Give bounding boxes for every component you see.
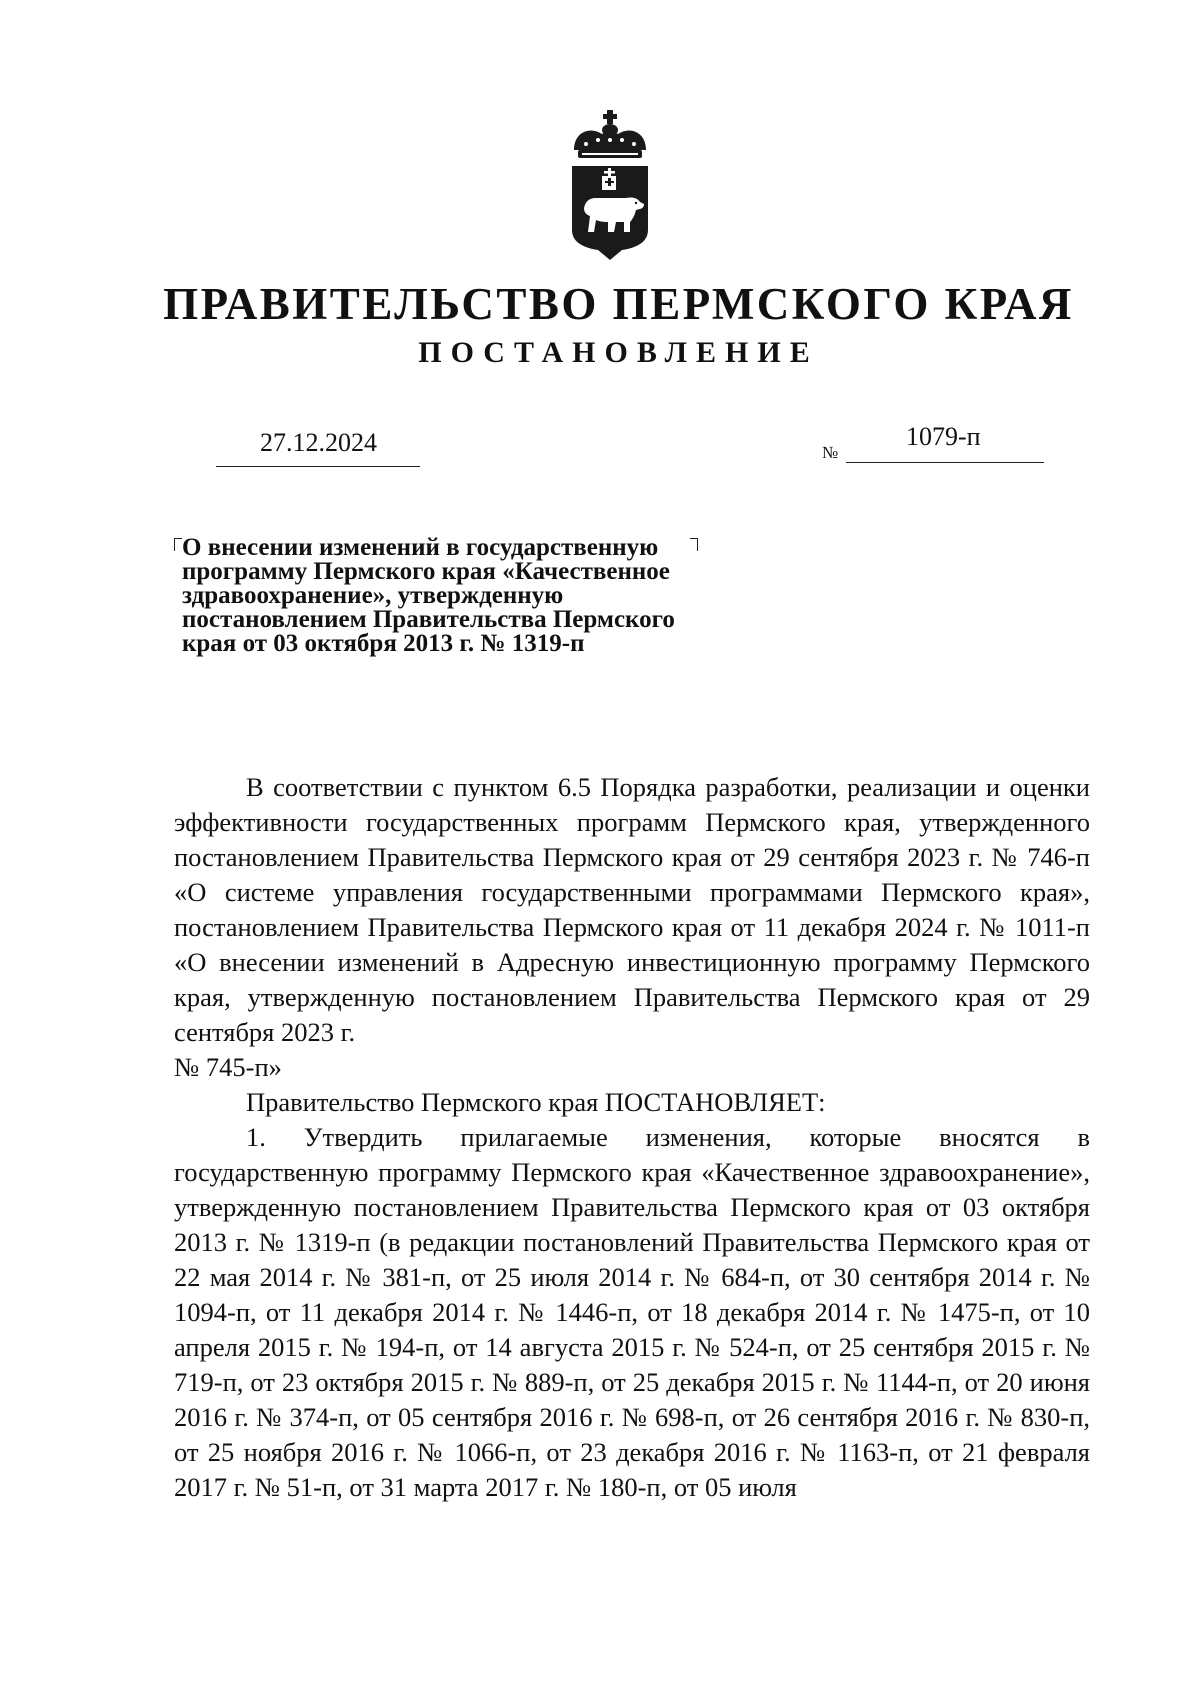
- number-label: №: [822, 443, 839, 462]
- organization-title: ПРАВИТЕЛЬСТВО ПЕРМСКОГО КРАЯ: [163, 279, 1074, 329]
- coat-of-arms-icon: [560, 110, 660, 262]
- subject-line: здравоохранение», утвержденную: [182, 582, 564, 609]
- preamble-end: № 745-п»: [174, 1052, 282, 1082]
- resolves-paragraph: Правительство Пермского края ПОСТАНОВЛЯЕТ:: [246, 1087, 826, 1117]
- document-type: ПОСТАНОВЛЕНИЕ: [418, 336, 819, 369]
- item-1-paragraph: 1. Утвердить прилагаемые изменения, которые вносятся в государственную программу Пермского края «Качественное здравоохранение», утвержденную постановлением Правительства Пермского края от 03 октября 2013 г. № 1319-п (в редакции постановлений Правительства Пермского края от 22 мая 2014 г. № 381-п, от 25 июля 2014 г. № 684-п, от 30 сентября 2014 г. № 1094-п, от 11 декабря 2014 г. № 1446-п, от 18 декабря 2014 г. № 1475-п, от 10 апреля 2015 г. № 194-п, от 14 августа 2015 г. № 524-п, от 25 сентября 2015 г. № 719-п, от 23 октября 2015 г. № 889-п, от 25 декабря 2015 г. № 1144-п, от 20 июня 2016 г. № 374-п, от 05 сентября 2016 г. № 698-п, от 26 сентября 2016 г. № 830-п, от 25 ноября 2016 г. № 1066-п, от 23 декабря 2016 г. № 1163-п, от 21 февраля 2017 г. № 51-п, от 31 марта 2017 г. № 180-п, от 05 июля: [174, 1122, 1090, 1502]
- document-subject: [182, 536, 782, 656]
- document-number: 1079-п: [906, 422, 981, 451]
- document-date: 27.12.2024: [260, 428, 377, 457]
- document-date-field: [216, 428, 420, 467]
- preamble-paragraph: В соответствии с пунктом 6.5 Порядка разработки, реализации и оценки эффективности государственных программ Пермского края, утвержденного постановлением Правительства Пермского края от 29 сентября 2023 г. № 746-п «О системе управления государственными программами Пермского края», постановлением Правительства Пермского края от 11 декабря 2024 г. № 1011-п «О внесении изменений в Адресную инвестиционную программу Пермского края, утвержденную постановлением Правительства Пермского края от 29 сентября 2023 г.: [174, 772, 1090, 1047]
- subject-line: О внесении изменений в государственную: [182, 534, 659, 561]
- document-number-field: [846, 422, 1044, 463]
- subject-line: программу Пермского края «Качественное: [182, 558, 670, 585]
- subject-bracket-left: [174, 538, 182, 551]
- subject-line: края от 03 октября 2013 г. № 1319-п: [182, 630, 585, 657]
- subject-line: постановлением Правительства Пермского: [182, 606, 675, 633]
- document-body: [174, 770, 1090, 1505]
